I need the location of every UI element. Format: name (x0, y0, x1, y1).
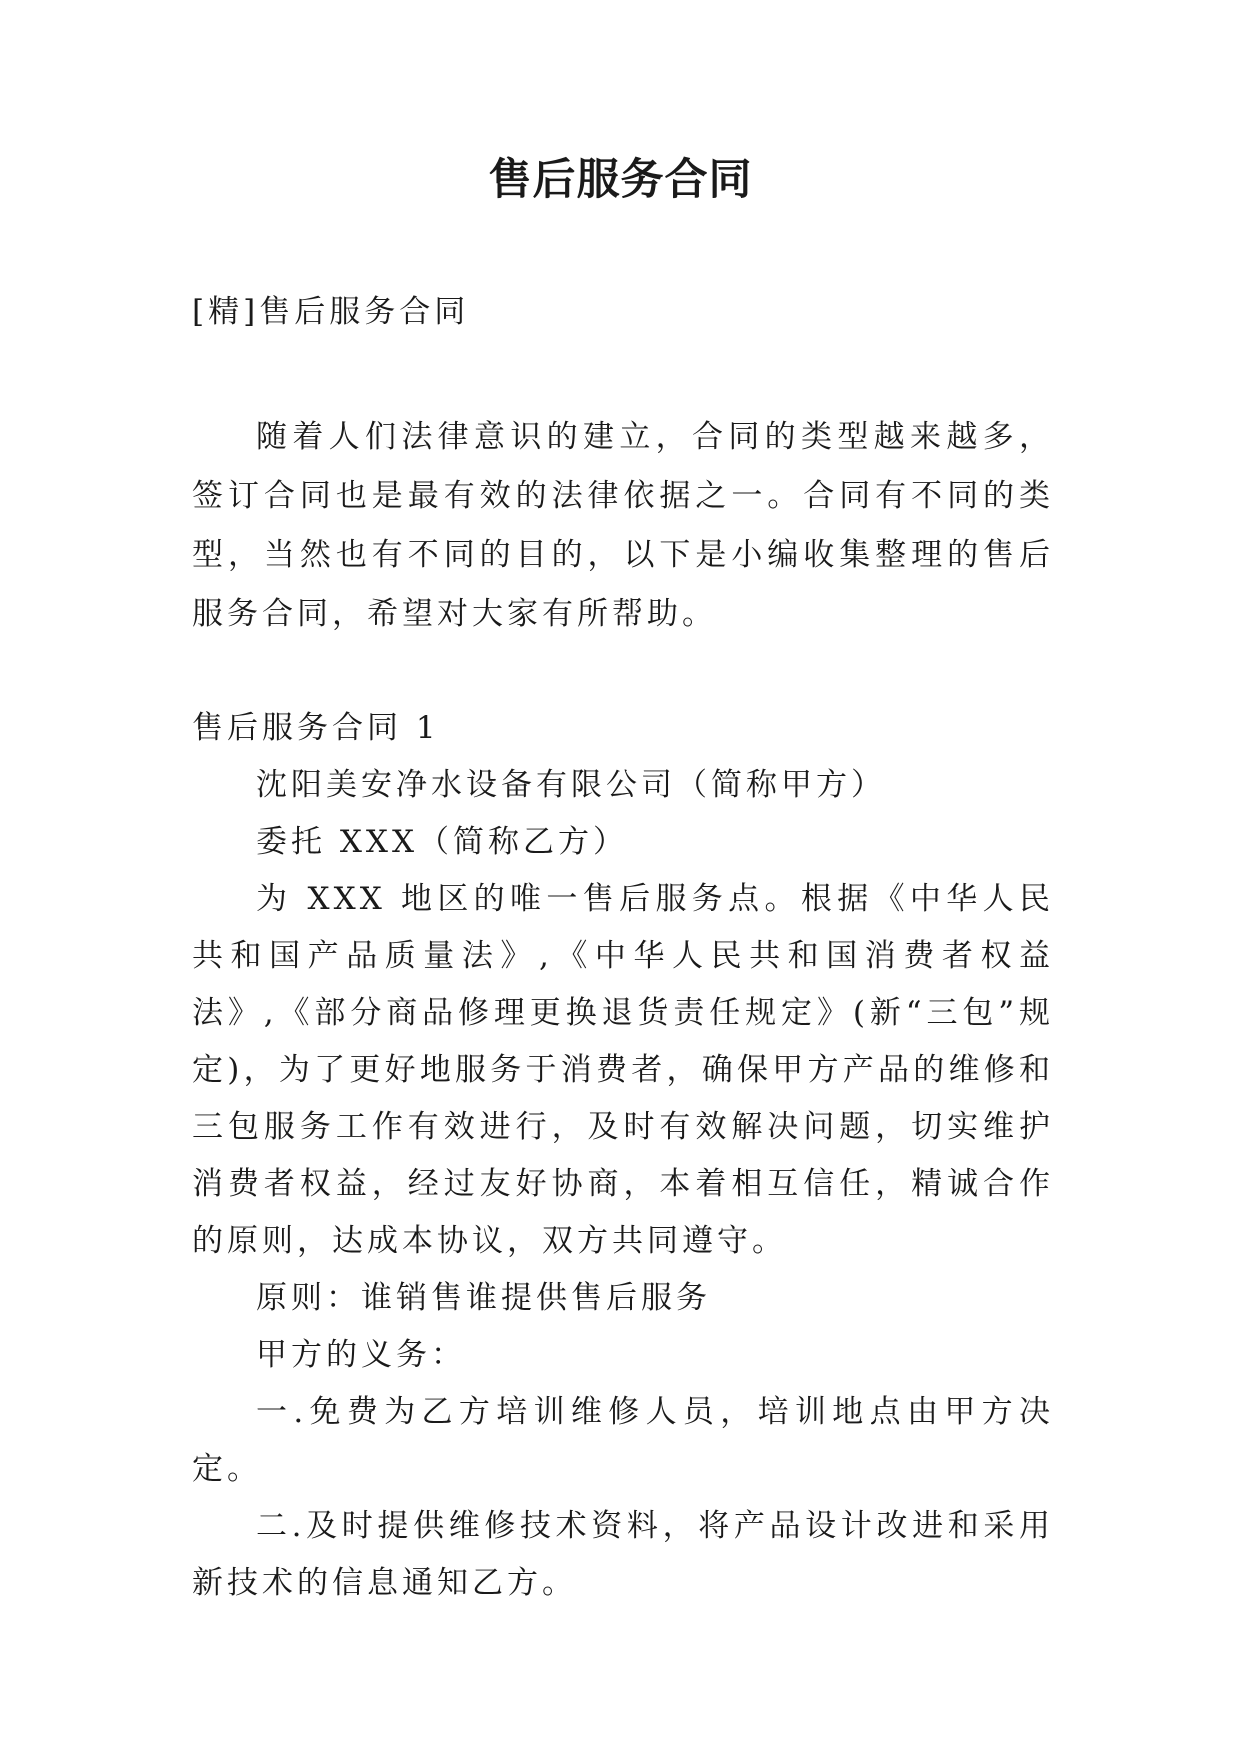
intro-paragraph: 随着人们法律意识的建立，合同的类型越来越多，签订合同也是最有效的法律依据之一。合同有不同的类型，当然也有不同的目的，以下是小编收集整理的售后服务合同，希望对大家有所帮助。 (192, 419, 1054, 632)
section-heading: 售后服务合同 1 (192, 710, 440, 746)
document-title: 售后服务合同 (488, 155, 753, 205)
obligation-item-2: 二.及时提供维修技术资料，将产品设计改进和采用新技术的信息通知乙方。 (192, 1508, 1054, 1601)
party-a-paragraph: 沈阳美安净水设备有限公司（简称甲方） (256, 767, 886, 803)
obligation-item-1: 一.免费为乙方培训维修人员，培训地点由甲方决定。 (192, 1394, 1054, 1487)
contract-section (192, 700, 1054, 1612)
obligations-heading: 甲方的义务： (256, 1337, 466, 1373)
principle-paragraph: 原则：谁销售谁提供售后服务 (256, 1280, 711, 1316)
agreement-paragraph: 为 XXX 地区的唯一售后服务点。根据《中华人民共和国产品质量法》,《中华人民共和国消费者权益法》,《部分商品修理更换退货责任规定》(新“三包”规定)，为了更好地服务于消费者，确保甲方产品的维修和三包服务工作有效进行，及时有效解决问题，切实维护消费者权益，经过友好协商，本着相互信任，精诚合作的原则，达成本协议，双方共同遵守。 (192, 881, 1054, 1259)
intro-block (192, 408, 1054, 644)
document-subtitle (192, 290, 1054, 334)
subtitle-text: [精]售后服务合同 (192, 294, 470, 330)
party-b-paragraph: 委托 XXX（简称乙方） (256, 824, 629, 860)
